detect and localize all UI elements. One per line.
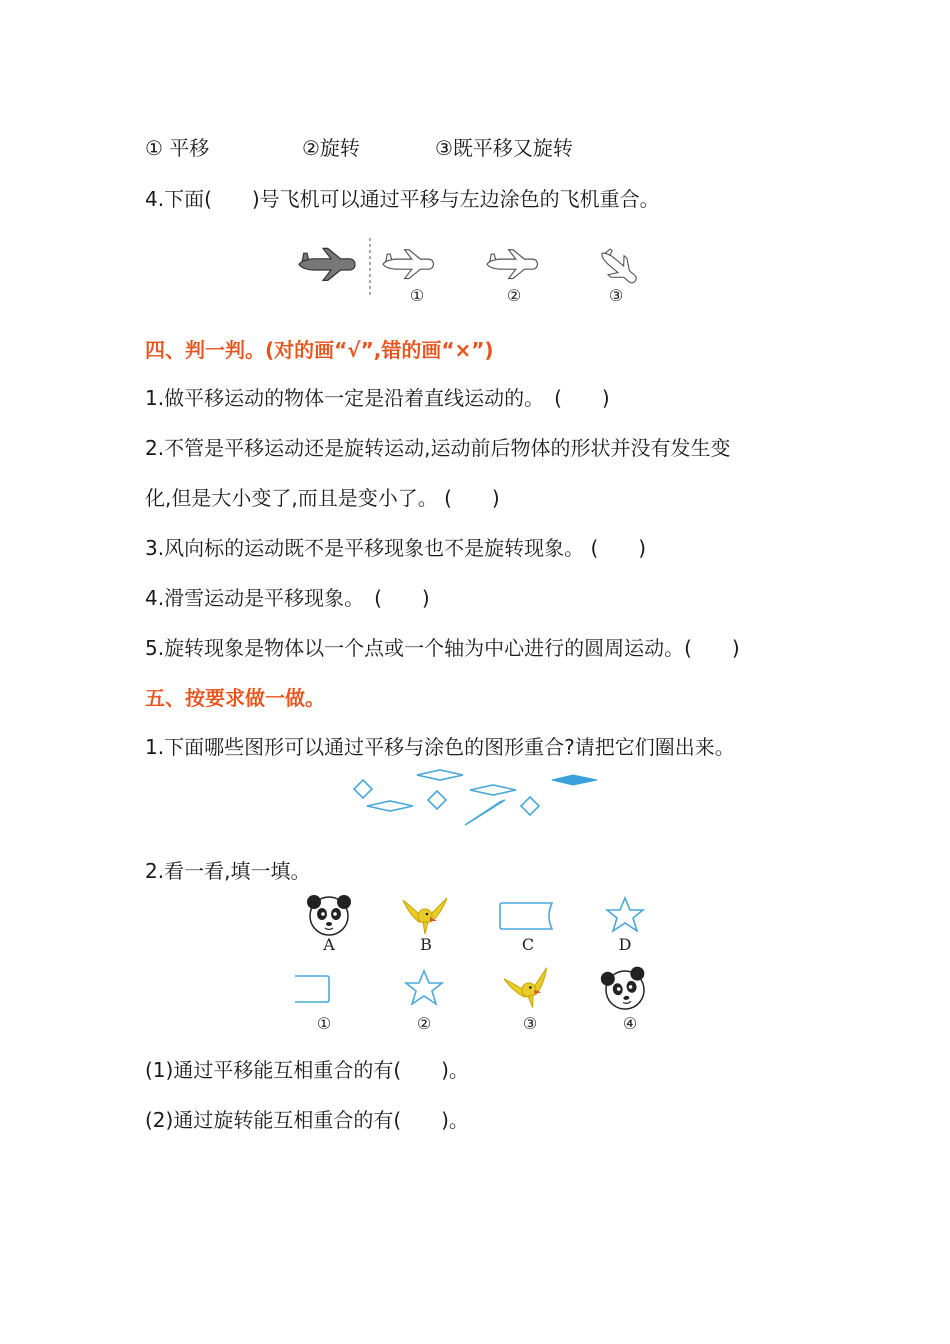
option-rotate: ②旋转 xyxy=(302,136,360,160)
picture-c-tag xyxy=(500,903,552,929)
picture-d-star xyxy=(607,898,643,931)
plane-option-3 xyxy=(594,244,643,291)
shape-slanted-diamond xyxy=(465,800,505,825)
picture-4-panda xyxy=(600,965,650,1012)
picture-label-3: ③ xyxy=(522,1014,538,1033)
do-item-1: 1.下面哪些图形可以通过平移与涂色的图形重合?请把它们圈出来。 xyxy=(145,735,735,759)
picture-label-2: ② xyxy=(416,1014,432,1033)
plane-label-2: ② xyxy=(506,286,522,305)
shape-flat-diamond-2 xyxy=(417,770,463,780)
plane-label-1: ① xyxy=(409,286,425,305)
do-item-2: 2.看一看,填一填。 xyxy=(145,859,311,883)
section-5-heading: 五、按要求做一做。 xyxy=(145,686,325,710)
question-3-4: 4.下面( )号飞机可以通过平移与左边涂色的飞机重合。 xyxy=(145,187,660,211)
judge-item-2: 2.不管是平移运动还是旋转运动,运动前后物体的形状并没有发生变 xyxy=(145,436,731,460)
plane-label-3: ③ xyxy=(608,286,624,305)
shape-flat-diamond-3 xyxy=(470,785,516,795)
shape-filled-diamond xyxy=(552,775,597,785)
picture-label-1: ① xyxy=(316,1014,332,1033)
picture-1-tag xyxy=(295,976,329,1002)
judge-item-5: 5.旋转现象是物体以一个点或一个轴为中心进行的圆周运动。( ) xyxy=(145,636,740,660)
picture-a-panda xyxy=(307,895,351,935)
shape-small-diamond-3 xyxy=(521,797,539,815)
picture-label-c: C xyxy=(521,935,535,954)
plane-option-1 xyxy=(383,250,433,279)
plane-option-2 xyxy=(487,250,537,279)
shaded-plane xyxy=(299,248,355,280)
shape-small-diamond-2 xyxy=(428,791,446,809)
section-4-heading: 四、判一判。(对的画“√”,错的画“×”) xyxy=(145,338,494,362)
option-both: ③既平移又旋转 xyxy=(435,136,573,160)
shape-small-diamond-1 xyxy=(354,780,372,798)
option-translate: ① 平移 xyxy=(145,136,210,160)
picture-label-b: B xyxy=(420,935,432,954)
picture-label-a: A xyxy=(323,935,335,954)
judge-item-2-cont: 化,但是大小变了,而且是变小了。 ( ) xyxy=(145,486,500,510)
shape-flat-diamond-1 xyxy=(367,801,413,811)
fill-sub-2: (2)通过旋转能互相重合的有( )。 xyxy=(145,1108,469,1132)
picture-3-bird xyxy=(504,968,555,1012)
picture-b-bird xyxy=(403,898,447,934)
picture-label-d: D xyxy=(618,935,632,954)
picture-2-star xyxy=(406,971,442,1004)
picture-label-4: ④ xyxy=(622,1014,638,1033)
judge-item-3: 3.风向标的运动既不是平移现象也不是旋转现象。 ( ) xyxy=(145,536,647,560)
fill-sub-1: (1)通过平移能互相重合的有( )。 xyxy=(145,1058,469,1082)
judge-item-4: 4.滑雪运动是平移现象。 ( ) xyxy=(145,586,430,610)
judge-item-1: 1.做平移运动的物体一定是沿着直线运动的。 ( ) xyxy=(145,386,610,410)
shapes-figure xyxy=(345,764,605,832)
